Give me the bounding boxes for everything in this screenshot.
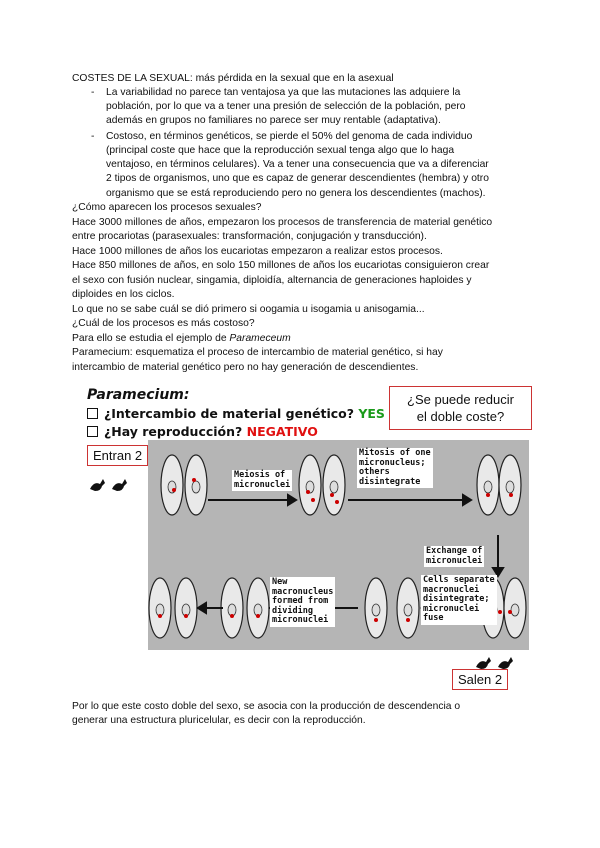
slide-question-exchange (87, 406, 385, 421)
example-prefix: Para ello se estudia el ejemplo de (72, 333, 230, 344)
paragraph-line: Hace 1000 millones de años los eucariotas empezaron a realizar estos procesos. (72, 246, 443, 257)
bullet2-line5: organismo que se está reproduciendo pero no genera los descendientes (machos). (106, 188, 486, 199)
section-heading: COSTES DE LA SEXUAL: más pérdida en la sexual que en la asexual (72, 73, 394, 84)
slide-title: Paramecium: (87, 387, 190, 403)
paragraph-line: diploides en los ciclos. (72, 289, 175, 300)
cell-pair-6 (221, 578, 269, 638)
paramecium-line1: Paramecium: esquematiza el proceso de intercambio de material genético, si hay (72, 347, 443, 358)
example-italic: Parameceum (229, 333, 291, 344)
birds-icon (88, 475, 132, 495)
callout-line2: el doble coste? (416, 409, 505, 424)
bullet2-line4: 2 tipos de organismos, uno que es capaz de generar descendientes (hembra) y otro (106, 173, 489, 184)
q1-text: ¿Intercambio de material genético? (104, 406, 354, 421)
example-line (72, 332, 291, 346)
question-cost: ¿Cuál de los procesos es más costoso? (72, 318, 255, 329)
paragraph-line: Lo que no se sabe cuál se dió primero si oogamia u isogamia u anisogamia... (72, 304, 425, 315)
bullet2-line2: (principal coste que hace que la reproducción sexual tenga algo que lo haga (106, 145, 455, 156)
negativo-answer: NEGATIVO (246, 424, 318, 439)
bullet1-line3: además en grupos no familiares no parece ser muy rentable (adaptativa). (106, 115, 441, 126)
yes-answer: YES (358, 406, 385, 421)
enter-label: Entran 2 (87, 445, 148, 466)
q2-text: ¿Hay reproducción? (104, 424, 243, 439)
conclusion-line1: Por lo que este costo doble del sexo, se asocia con la producción de descendencia o (72, 701, 461, 712)
callout-box (389, 386, 532, 430)
cell-pair-2 (299, 455, 345, 515)
label-exchange: Exchange of micronuclei (426, 546, 483, 566)
bullet2-line1: Costoso, en términos genéticos, se pierde el 50% del genoma de cada individuo (106, 131, 473, 142)
cell-pair-1 (161, 455, 207, 515)
label-new-macronucleus: New macronucleus formed from dividing micronuclei (272, 577, 334, 625)
exit-label: Salen 2 (452, 669, 508, 690)
bullet-marker: - (91, 131, 95, 142)
conclusion-line2: generar una estructura pluricelular, es decir con la reproducción. (72, 715, 366, 726)
question-origin: ¿Cómo aparecen los procesos sexuales? (72, 202, 262, 213)
checkbox-icon (87, 426, 98, 437)
label-meiosis: Meiosis of micronuclei (234, 470, 291, 490)
slide-question-reproduction (87, 424, 318, 439)
label-mitosis: Mitosis of one micronucleus; others disintegrate (359, 448, 431, 487)
cell-pair-5 (365, 578, 419, 638)
bullet2-line3: ventajoso, en términos celulares). Va a tener una consecuencia que va a diferenciar (106, 159, 489, 170)
paragraph-line: el sexo con fusión nuclear, singamia, diploidía, alternancia de generaciones haploides y (72, 275, 472, 286)
paramecium-slide (84, 383, 535, 693)
checkbox-icon (87, 408, 98, 419)
cell-pair-7 (149, 578, 197, 638)
callout-line1: ¿Se puede reducir (407, 392, 514, 407)
cell-pair-3 (477, 455, 521, 515)
bullet-marker: - (91, 87, 95, 98)
paragraph-line: entre procariotas (parasexuales: transformación, conjugación y transducción). (72, 231, 427, 242)
bullet1-line1: La variabilidad no parece tan ventajosa ya que las mutaciones las adquiere la (106, 87, 461, 98)
bullet1-line2: población, por lo que va a tener una presión de selección de la población, pero (106, 101, 466, 112)
paragraph-line: Hace 850 millones de años, en solo 150 millones de años los eucariotas consiguieron crear (72, 260, 490, 271)
paramecium-diagram (148, 440, 529, 650)
label-separate: Cells separate macronuclei disintegrate; micronuclei fuse (423, 575, 495, 623)
paramecium-line2: intercambio de material genético pero no hay generación de descendientes. (72, 362, 419, 373)
paragraph-line: Hace 3000 millones de años, empezaron los procesos de transferencia de material genético (72, 217, 493, 228)
